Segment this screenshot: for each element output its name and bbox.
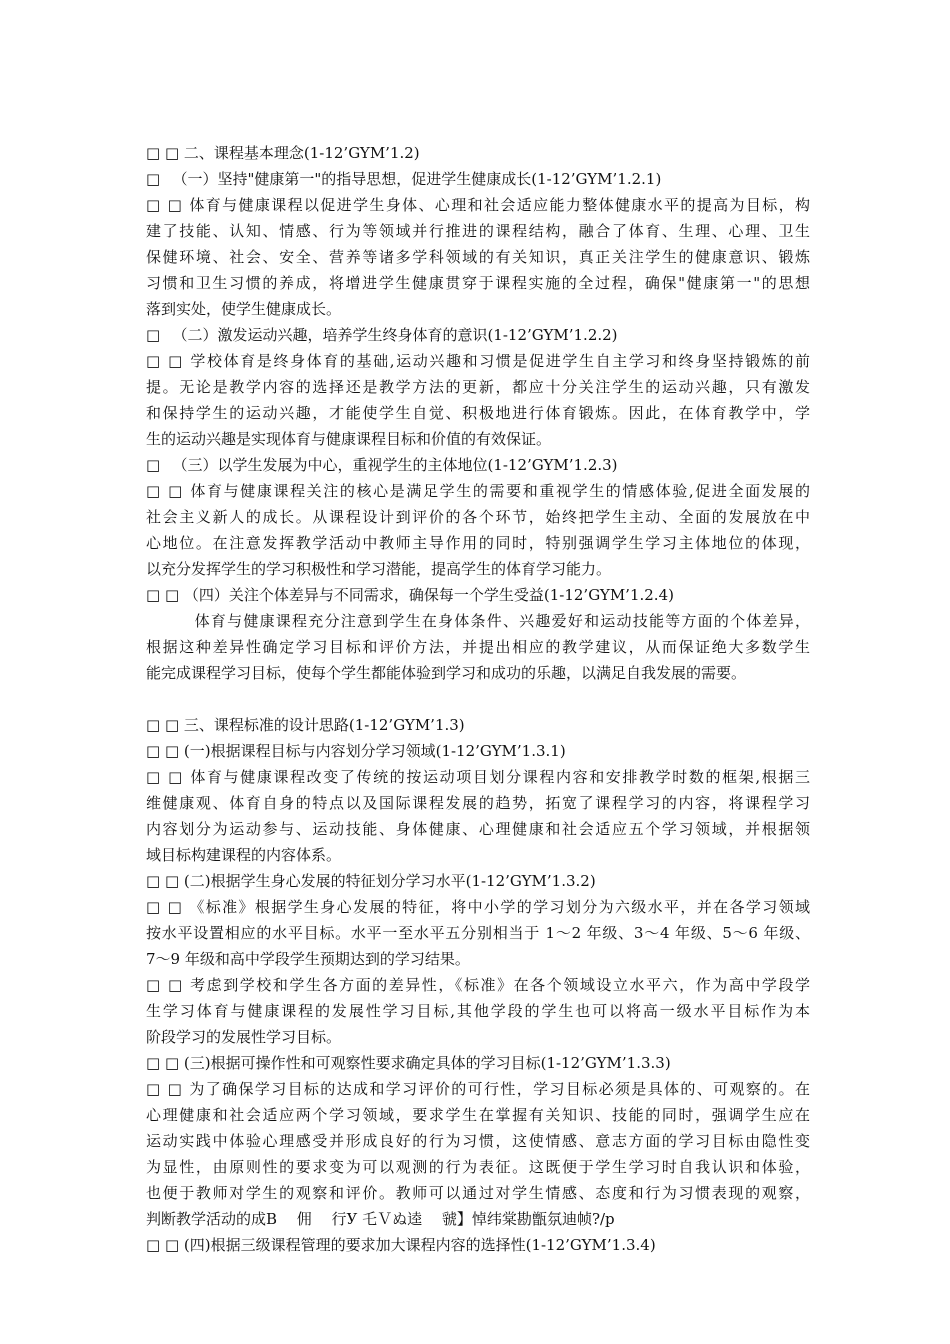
text-line: 维健康观、体育自身的特点以及国际课程发展的趋势，拓宽了课程学习的内容，将课程学习 [146,794,810,812]
text-line: □ □ （四）关注个体差异与不同需求，确保每一个学生受益(1-12’GYM’1.2.4) [146,586,674,604]
text-line: □ □ (四)根据三级课程管理的要求加大课程内容的选择性(1-12’GYM’1.3.4) [146,1236,656,1254]
text-line: 内容划分为运动参与、运动技能、身体健康、心理健康和社会适应五个学习领域，并根据领 [146,820,810,838]
paragraph-2-1 [146,192,810,322]
text-line: 社会主义新人的成长。从课程设计到评价的各个环节，始终把学生主动、全面的发展放在中 [146,508,810,526]
text-line: 7～9 年级和高中学段学生预期达到的学习结果。 [146,950,470,968]
text-line: □ （二）激发运动兴趣，培养学生终身体育的意识(1-12’GYM’1.2.2) [146,326,618,344]
text-line: □ □ (三)根据可操作性和可观察性要求确定具体的学习目标(1-12’GYM’1.3.3) [146,1054,671,1072]
subheading-3-2 [146,868,810,894]
paragraph-3-3 [146,1076,810,1232]
text-line: □ □ 三、课程标准的设计思路(1-12’GYM’1.3) [146,716,465,734]
subheading-2-3 [146,452,810,478]
paragraph-3-2b [146,972,810,1050]
text-line: □ □ 为了确保学习目标的达成和学习评价的可行性，学习目标必须是具体的、可观察的。在 [146,1080,810,1098]
text-line: □ □ 体育与健康课程以促进学生身体、心理和社会适应能力整体健康水平的提高为目标，构 [146,196,810,214]
subheading-3-1 [146,738,810,764]
text-line: 阶段学习的发展性学习目标。 [146,1028,342,1046]
text-line: 提。无论是教学内容的选择还是教学方法的更新，都应十分关注学生的运动兴趣，只有激发 [146,378,810,396]
text-line: □ □ 体育与健康课程改变了传统的按运动项目划分课程内容和安排教学时数的框架,根据三 [146,768,810,786]
paragraph-3-1 [146,764,810,868]
text-line: 运动实践中体验心理感受并形成良好的行为习惯，这使情感、意志方面的学习目标由隐性变 [146,1132,810,1150]
text-line: 按水平设置相应的水平目标。水平一至水平五分别相当于 1～2 年级、3～4 年级、5～6 年级、 [146,924,810,942]
paragraph-2-4 [146,608,810,686]
text-line: □ □ 《标准》根据学生身心发展的特征，将中小学的学习划分为六级水平，并在各学习领域 [146,898,810,916]
paragraph-2-3 [146,478,810,582]
text-line: 为显性，由原则性的要求变为可以观测的行为表征。这既便于学生学习时自我认识和体验， [146,1158,810,1176]
paragraph-3-2a [146,894,810,972]
subheading-3-3 [146,1050,810,1076]
subheading-2-4 [146,582,810,608]
text-line: 判断教学活动的成B 佣 行У 乇Ｖぬ逵 虢】悼纬棠勘甑氛迪帧?/p [146,1210,615,1228]
section-heading-3 [146,712,810,738]
text-line: 体育与健康课程充分注意到学生在身体条件、兴趣爱好和运动技能等方面的个体差异， [146,612,810,630]
text-line: 也便于教师对学生的观察和评价。教师可以通过对学生情感、态度和行为习惯表现的观察， [146,1184,810,1202]
blank-line [146,686,810,712]
text-line: □ （一）坚持"健康第一"的指导思想，促进学生健康成长(1-12’GYM’1.2.1) [146,170,662,188]
subheading-2-1 [146,166,810,192]
text-line: □ □ 考虑到学校和学生各方面的差异性，《标准》在各个领域设立水平六，作为高中学段学 [146,976,810,994]
text-line: 习惯和卫生习惯的养成，将增进学生健康贯穿于课程实施的全过程，确保"健康第一"的思想 [146,274,810,292]
document-page [146,140,810,1258]
text-line: 落到实处，使学生健康成长。 [146,300,342,318]
text-line: □ □ 二、课程基本理念(1-12’GYM’1.2) [146,144,420,162]
text-line: □ □ 体育与健康课程关注的核心是满足学生的需要和重视学生的情感体验,促进全面发展的 [146,482,810,500]
subheading-3-4 [146,1232,810,1258]
text-line: 根据这种差异性确定学习目标和评价方法，并提出相应的教学建议，从而保证绝大多数学生 [146,638,810,656]
text-line: 生学习体育与健康课程的发展性学习目标,其他学段的学生也可以将高一级水平目标作为本 [146,1002,810,1020]
text-line: □ □ (一)根据课程目标与内容划分学习领域(1-12’GYM’1.3.1) [146,742,566,760]
subheading-2-2 [146,322,810,348]
text-line: 保健环境、社会、安全、营养等诸多学科领域的有关知识，真正关注学生的健康意识、锻炼 [146,248,810,266]
text-line: □ □ 学校体育是终身体育的基础,运动兴趣和习惯是促进学生自主学习和终身坚持锻炼的前 [146,352,810,370]
text-line: □ （三）以学生发展为中心，重视学生的主体地位(1-12’GYM’1.2.3) [146,456,618,474]
text-line: 以充分发挥学生的学习积极性和学习潜能，提高学生的体育学习能力。 [146,560,612,578]
text-line: 和保持学生的运动兴趣，才能使学生自觉、积极地进行体育锻炼。因此，在体育教学中，学 [146,404,810,422]
text-line: 心地位。在注意发挥教学活动中教师主导作用的同时，特别强调学生学习主体地位的体现， [146,534,810,552]
text-line: 域目标构建课程的内容体系。 [146,846,342,864]
paragraph-2-2 [146,348,810,452]
text-line: □ □ (二)根据学生身心发展的特征划分学习水平(1-12’GYM’1.3.2) [146,872,596,890]
section-heading-2 [146,140,810,166]
text-line: 建了技能、认知、情感、行为等领域并行推进的课程结构，融合了体育、生理、心理、卫生 [146,222,810,240]
text-line: 能完成课程学习目标，使每个学生都能体验到学习和成功的乐趣，以满足自我发展的需要。 [146,664,747,682]
text-line: 生的运动兴趣是实现体育与健康课程目标和价值的有效保证。 [146,430,552,448]
text-line: 心理健康和社会适应两个学习领域，要求学生在掌握有关知识、技能的同时，强调学生应在 [146,1106,810,1124]
